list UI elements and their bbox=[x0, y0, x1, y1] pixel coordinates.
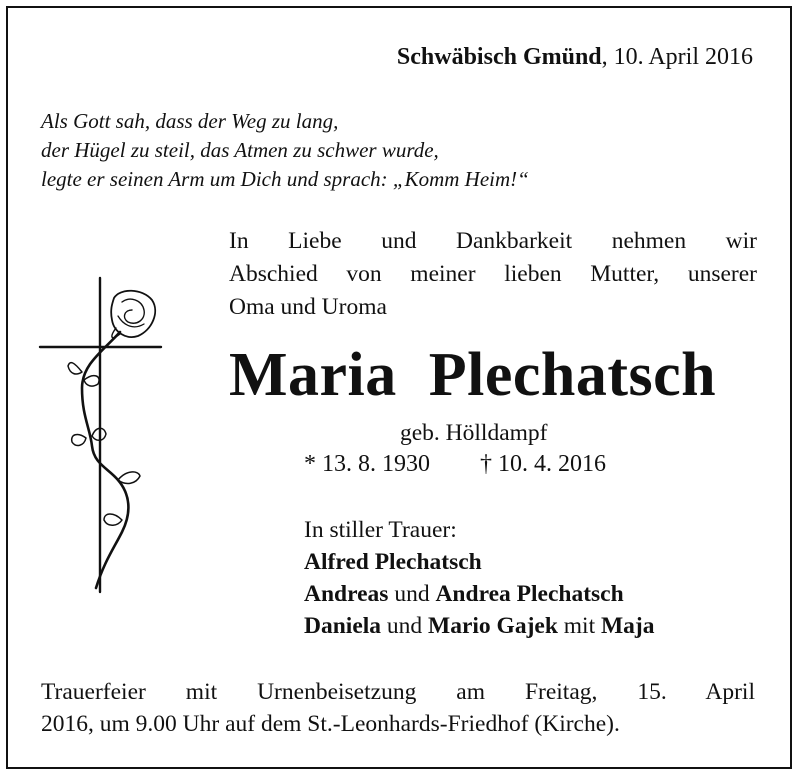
connector-text: mit bbox=[557, 613, 601, 639]
poem-line: Als Gott sah, dass der Weg zu lang, bbox=[41, 109, 339, 133]
mourner-line bbox=[304, 546, 655, 578]
place-date bbox=[397, 44, 753, 71]
deceased-name: Maria Plechatsch bbox=[229, 341, 717, 409]
mourner-name: Andrea Plechatsch bbox=[435, 581, 624, 607]
life-dates bbox=[304, 451, 606, 478]
death-date: † 10. 4. 2016 bbox=[480, 451, 606, 477]
mourner-name: Alfred Plechatsch bbox=[304, 549, 482, 575]
place: Schwäbisch Gmünd bbox=[396, 44, 602, 70]
birth-date: * 13. 8. 1930 bbox=[304, 451, 430, 477]
mourners-heading: In stiller Trauer: bbox=[304, 517, 457, 543]
intro-line: In Liebe und Dankbarkeit nehmen wir bbox=[229, 228, 757, 254]
connector-text: und bbox=[388, 581, 436, 607]
poem-line: legte er seinen Arm um Dich und sprach: „Komm Heim!“ bbox=[41, 167, 529, 191]
funeral-line: 2016, um 9.00 Uhr auf dem St.-Leonhards-Friedhof (Kirche). bbox=[41, 711, 620, 737]
mourner-line bbox=[304, 610, 655, 642]
intro-line: Abschied von meiner lieben Mutter, unserer bbox=[229, 261, 757, 287]
intro-line: Oma und Uroma bbox=[229, 294, 387, 320]
cross-with-rose-icon bbox=[38, 276, 166, 596]
connector-text: und bbox=[381, 613, 429, 639]
poem bbox=[41, 107, 529, 194]
intro-text bbox=[229, 225, 757, 324]
mourner-name: Mario Gajek bbox=[428, 613, 558, 639]
funeral-notice bbox=[41, 676, 755, 740]
mourner-line bbox=[304, 578, 655, 610]
funeral-line: Trauerfeier mit Urnenbeisetzung am Freitag, 15. April bbox=[41, 679, 755, 705]
mourner-name: Daniela bbox=[304, 613, 382, 639]
birth-name: geb. Hölldampf bbox=[400, 420, 548, 446]
date: , 10. April 2016 bbox=[601, 44, 753, 70]
mourners bbox=[304, 514, 655, 642]
mourner-name: Andreas bbox=[304, 581, 389, 607]
poem-line: der Hügel zu steil, das Atmen zu schwer wurde, bbox=[41, 138, 439, 162]
mourner-name: Maja bbox=[601, 613, 655, 639]
